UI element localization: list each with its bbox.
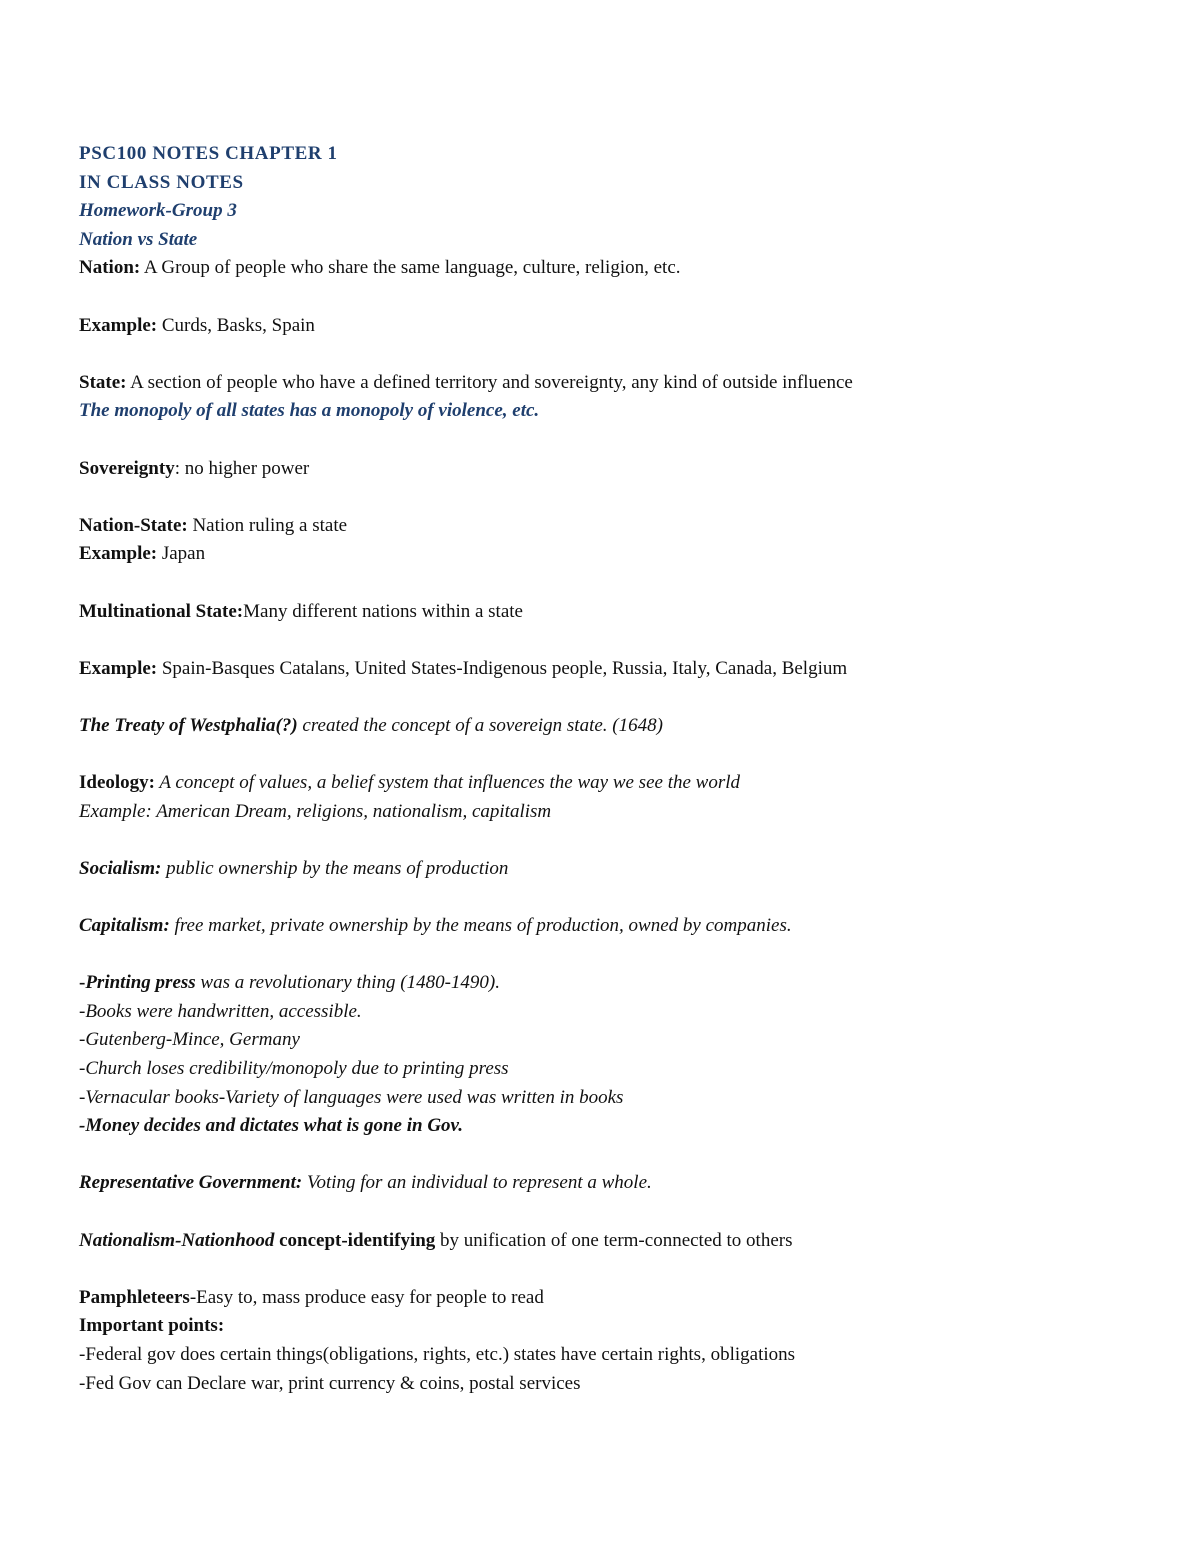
state-definition <box>79 369 1119 398</box>
example-text: Curds, Basks, Spain <box>157 314 315 336</box>
printing-point: -Gutenberg-Mince, Germany <box>79 1029 300 1051</box>
pamphleteers-term: Pamphleteers <box>79 1286 190 1308</box>
nation-term: Nation: <box>79 257 141 279</box>
printing-point: -Vernacular books-Variety of languages were used was written in books <box>79 1086 624 1108</box>
state-term: State: <box>79 371 127 393</box>
nation-state-term: Nation-State: <box>79 514 188 536</box>
ideology-example <box>79 798 1119 827</box>
nation-state-example <box>79 540 1119 569</box>
multinational-term: Multinational State: <box>79 600 244 622</box>
representative-term: Representative Government: <box>79 1172 303 1194</box>
nation-definition <box>79 254 1119 283</box>
money-note: -Money decides and dictates what is gone in Gov. <box>79 1115 464 1137</box>
important-point: -Fed Gov can Declare war, print currency & coins, postal services <box>79 1372 581 1394</box>
example-text: Japan <box>157 543 206 565</box>
ideology-term: Ideology: <box>79 772 155 794</box>
nation-def: A Group of people who share the same language, culture, religion, etc. <box>140 257 681 279</box>
document-subtitle: IN CLASS NOTES <box>79 171 244 193</box>
westphalia-term: The Treaty of Westphalia(?) <box>79 714 298 736</box>
nation-state-def: Nation ruling a state <box>187 514 348 536</box>
capitalism-def: free market, private ownership by the means of production, owned by companies. <box>169 915 792 937</box>
nation-example <box>79 312 1119 341</box>
important-point: -Federal gov does certain things(obligations, rights, etc.) states have certain rights, obligations <box>79 1343 796 1365</box>
topic-heading: Nation vs State <box>79 228 198 250</box>
printing-dash: - <box>79 972 86 994</box>
ideology-def: A concept of values, a belief system that influences the way we see the world <box>155 772 741 794</box>
ideology-example-text: Example: American Dream, religions, nationalism, capitalism <box>79 800 552 822</box>
nationalism-definition <box>79 1227 1119 1256</box>
printing-term: Printing press <box>85 972 196 994</box>
westphalia-text: created the concept of a sovereign state. (1648) <box>297 714 663 736</box>
sovereignty-term: Sovereignty <box>79 457 175 479</box>
printing-text: was a revolutionary thing (1480-1490). <box>195 972 500 994</box>
important-heading: Important points: <box>79 1315 225 1337</box>
pamphleteers-def: -Easy to, mass produce easy for people to read <box>189 1286 544 1308</box>
pamphleteers-definition <box>79 1284 1119 1313</box>
example-term: Example: <box>79 543 158 565</box>
westphalia-note <box>79 712 1119 741</box>
example-text: Spain-Basques Catalans, United States-Indigenous people, Russia, Italy, Canada, Belgium <box>157 657 848 679</box>
ideology-definition <box>79 769 1119 798</box>
multinational-def: Many different nations within a state <box>243 600 523 622</box>
sovereignty-def: : no higher power <box>174 457 310 479</box>
sovereignty-definition <box>79 455 1119 484</box>
example-term: Example: <box>79 657 158 679</box>
homework-label: Homework-Group 3 <box>79 200 237 222</box>
nationalism-text: by unification of one term-connected to others <box>435 1229 793 1251</box>
multinational-definition <box>79 598 1119 627</box>
printing-point: -Church loses credibility/monopoly due to printing press <box>79 1058 509 1079</box>
representative-definition <box>79 1169 1119 1198</box>
nationalism-bold: concept-identifying <box>274 1229 436 1251</box>
capitalism-definition <box>79 912 1119 941</box>
nation-state-definition <box>79 512 1119 541</box>
printing-press-note <box>79 969 1119 998</box>
socialism-term: Socialism: <box>79 857 162 879</box>
state-def: A section of people who have a defined territory and sovereignty, any kind of outside influence <box>126 371 853 393</box>
representative-def: Voting for an individual to represent a whole. <box>302 1172 652 1194</box>
state-note: The monopoly of all states has a monopoly of violence, etc. <box>79 400 540 422</box>
document-title: PSC100 NOTES CHAPTER 1 <box>79 143 338 164</box>
document-page <box>79 140 1119 1398</box>
printing-point: -Books were handwritten, accessible. <box>79 1000 362 1022</box>
example-term: Example: <box>79 314 158 336</box>
socialism-def: public ownership by the means of production <box>161 857 509 879</box>
socialism-definition <box>79 855 1119 884</box>
capitalism-term: Capitalism: <box>79 915 170 937</box>
multinational-example <box>79 655 1119 684</box>
nationalism-term: Nationalism-Nationhood <box>79 1229 275 1251</box>
